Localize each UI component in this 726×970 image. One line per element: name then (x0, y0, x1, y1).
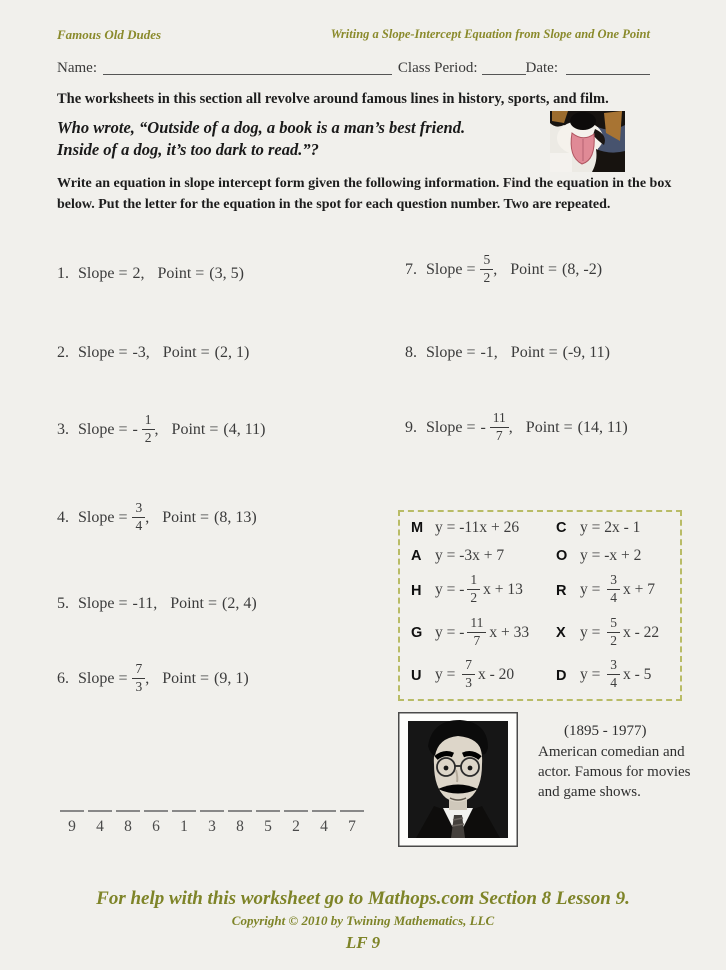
portrait-photo (398, 712, 518, 847)
answer-question-number: 7 (348, 818, 356, 835)
point-value: (8, -2) (562, 261, 603, 279)
slope-value: 2 (132, 265, 141, 282)
answer-question-number: 4 (320, 818, 328, 835)
comma-separator: , (153, 595, 158, 612)
quote-line-1: Who wrote, “Outside of a dog, a book is a man’s best friend. (57, 118, 466, 137)
answer-blank (256, 810, 280, 836)
answer-blank-line (340, 810, 364, 812)
point-label: Point = (162, 344, 210, 361)
slope-label: Slope = (426, 419, 476, 437)
slope-label: Slope = (78, 509, 128, 527)
answer-blank-line (228, 810, 252, 812)
problem-number: 8. (405, 344, 417, 361)
equation-entry (411, 614, 556, 650)
bio-description: American comedian and actor. Famous for movies and game shows. (538, 744, 691, 800)
fraction-denominator: 7 (490, 427, 509, 444)
header-course-title: Famous Old Dudes (57, 27, 162, 42)
problem-number: 2. (57, 344, 69, 361)
comma-separator: , (145, 670, 150, 688)
answer-question-number: 6 (152, 818, 160, 835)
equation-letter: C (556, 520, 567, 536)
problem-item (405, 412, 628, 445)
problem-number: 7. (405, 261, 417, 279)
equation-box-row (411, 547, 680, 565)
problem-item (57, 595, 257, 613)
date-blank-line (566, 59, 650, 75)
intro-text: The worksheets in this section all revolve around famous lines in history, sports, and film. (57, 91, 609, 107)
comma-separator: , (145, 344, 150, 361)
footer-help-text: For help with this worksheet go to Mathops.com Section 8 Lesson 9. (96, 888, 630, 909)
answer-blank (88, 810, 112, 836)
fraction-denominator: 3 (462, 674, 475, 691)
equation-letter: A (411, 547, 422, 564)
fraction-denominator: 2 (480, 269, 493, 286)
fraction-numerator: 7 (465, 657, 472, 673)
answer-blank (228, 810, 252, 836)
fraction-denominator: 2 (467, 589, 480, 606)
fraction (607, 573, 620, 606)
answer-blank-line (284, 810, 308, 812)
equation-letter: G (411, 625, 423, 642)
equation-box-row (411, 519, 680, 537)
equation-entry (556, 614, 660, 650)
equation-letter: X (556, 625, 566, 642)
point-value: (3, 5) (209, 265, 244, 282)
fraction (132, 662, 145, 695)
answer-question-number: 9 (68, 818, 76, 835)
point-label: Point = (510, 344, 558, 361)
comma-separator: , (493, 261, 498, 279)
quote-text (57, 117, 542, 160)
slope-label: Slope = (78, 265, 128, 282)
equation-box-row (411, 574, 680, 607)
fraction-numerator: 11 (492, 410, 506, 425)
equation-letter: U (411, 667, 422, 684)
point-value: (-9, 11) (562, 344, 610, 361)
fraction (142, 413, 155, 446)
answer-blank-line (144, 810, 168, 812)
footer-page-code: LF 9 (345, 933, 381, 952)
answer-blank (200, 810, 224, 836)
comma-separator: , (145, 509, 150, 527)
comma-separator: , (493, 344, 498, 361)
point-label: Point = (510, 261, 558, 279)
answer-blank-line (256, 810, 280, 812)
problem-item (57, 663, 249, 696)
fraction (490, 411, 509, 444)
problem-number: 1. (57, 265, 69, 282)
slope-value (480, 252, 493, 285)
fraction-numerator: 1 (144, 412, 152, 427)
name-blank-line (103, 59, 392, 75)
instructions-text: Write an equation in slope intercept form given the following information. Find the equation in the box below. Put the letter for the equation in the spot for each question number. Two are repeated. (57, 176, 672, 212)
answer-question-number: 1 (180, 818, 188, 835)
header (57, 27, 650, 43)
fraction-denominator: 2 (142, 429, 155, 446)
equation-entry (556, 547, 641, 565)
slope-label: Slope = (78, 421, 128, 439)
fraction-numerator: 5 (610, 614, 617, 630)
equation-entry (411, 659, 556, 692)
equation-text: y = -3x + 7 (435, 546, 505, 564)
fraction-denominator: 4 (132, 517, 145, 534)
answer-question-number: 2 (292, 818, 300, 835)
fraction (607, 658, 620, 691)
equation-text: y = -x + 2 (580, 546, 642, 564)
answer-blank-line (312, 810, 336, 812)
slope-value: -11 (132, 595, 154, 612)
equation-entry (556, 659, 651, 692)
answer-strip (60, 810, 364, 836)
fraction (467, 616, 486, 649)
fraction-numerator: 5 (483, 252, 491, 267)
equation-letter: H (411, 582, 422, 599)
problem-number: 9. (405, 419, 417, 437)
answer-blank-line (116, 810, 140, 812)
slope-value: - $\frac{11}{7}$ (480, 419, 508, 436)
point-value: (8, 13) (214, 509, 257, 527)
bio-years: (1895 - 1977) (564, 723, 647, 739)
problem-item (405, 254, 602, 287)
fraction-denominator: 3 (132, 678, 145, 695)
fraction (462, 658, 475, 691)
equation-entry (411, 519, 556, 537)
point-label: Point = (162, 509, 210, 527)
fraction-numerator: 7 (135, 661, 143, 676)
comma-separator: , (140, 265, 145, 282)
problem-number: 6. (57, 670, 69, 688)
fraction-numerator: 3 (610, 657, 617, 673)
equation-entry (411, 547, 556, 565)
date-label: Date: (525, 60, 558, 76)
problem-number: 5. (57, 595, 69, 612)
equation-letter: O (556, 547, 568, 564)
header-lesson-title: Writing a Slope-Intercept Equation from Slope and One Point (330, 27, 650, 41)
slope-label: Slope = (78, 670, 128, 688)
answer-question-number: 8 (124, 818, 132, 835)
point-value: (2, 1) (214, 344, 250, 361)
quote-line-2: Inside of a dog, it’s too dark to read.”? (57, 139, 319, 159)
equation-entry (411, 574, 556, 607)
equation-letter: D (556, 667, 567, 684)
answer-blank-line (200, 810, 224, 812)
answer-blank-line (172, 810, 196, 812)
answer-question-number: 3 (208, 818, 216, 835)
answer-blank (116, 810, 140, 836)
answer-blank-line (88, 810, 112, 812)
equation-letter-box (398, 510, 682, 701)
problem-item (57, 414, 265, 447)
point-label: Point = (157, 265, 205, 282)
name-line (57, 59, 650, 77)
dog-photo (550, 111, 625, 172)
point-label: Point = (525, 419, 573, 437)
fraction (607, 616, 620, 649)
fraction-numerator: 3 (610, 572, 617, 588)
slope-value: -1 (480, 344, 494, 361)
equation-text: y = $\frac{3}{4}$ x - 5 (580, 657, 652, 691)
name-label: Name: (57, 60, 97, 76)
equation-text: y = $\frac{3}{4}$ x + 7 (580, 572, 655, 606)
class-period-blank-line (482, 59, 526, 75)
class-period-label: Class Period: (397, 60, 478, 76)
slope-value: - $\frac{1}{2}$ (132, 421, 154, 438)
slope-label: Slope = (78, 344, 128, 361)
point-value: (9, 1) (214, 670, 249, 688)
answer-blank (172, 810, 196, 836)
equation-text: y = 2x - 1 (580, 519, 641, 536)
fraction (467, 573, 480, 606)
comma-separator: , (154, 421, 159, 439)
fraction-numerator: 11 (470, 614, 484, 630)
problem-number: 4. (57, 509, 69, 527)
point-value: (14, 11) (577, 419, 628, 437)
equation-letter: R (556, 582, 567, 599)
slope-label: Slope = (426, 261, 476, 279)
answer-blank (284, 810, 308, 836)
answer-blank-line (60, 810, 84, 812)
answer-blank (60, 810, 84, 836)
problem-number: 3. (57, 421, 69, 439)
equation-text: y = - $\frac{1}{2}$ x + 13 (435, 572, 523, 606)
equation-entry (556, 574, 655, 607)
fraction-numerator: 3 (135, 500, 143, 515)
slope-label: Slope = (426, 344, 476, 361)
equation-letter: M (411, 520, 424, 536)
fraction-denominator: 2 (607, 632, 620, 649)
fraction-denominator: 7 (467, 632, 486, 649)
answer-blank (312, 810, 336, 836)
equation-entry (556, 519, 640, 537)
equation-text: y = -11x + 26 (435, 519, 520, 536)
fraction (480, 253, 493, 286)
point-label: Point = (170, 595, 218, 612)
equation-text: y = $\frac{7}{3}$ x - 20 (435, 657, 515, 691)
answer-question-number: 4 (96, 818, 104, 835)
fraction-numerator: 1 (470, 572, 478, 588)
point-value: (4, 11) (223, 421, 266, 439)
equation-text: y = - $\frac{11}{7}$ x + 33 (435, 614, 530, 648)
slope-value (132, 661, 145, 694)
slope-value: -3 (132, 344, 146, 361)
bio-text (538, 721, 710, 802)
fraction-denominator: 4 (607, 589, 620, 606)
fraction-denominator: 4 (607, 674, 620, 691)
problem-item (405, 344, 610, 362)
equation-box-row (411, 614, 680, 650)
fraction (132, 501, 145, 534)
slope-value (132, 500, 145, 533)
point-label: Point = (171, 421, 219, 439)
problem-item (57, 265, 244, 283)
comma-separator: , (508, 419, 513, 437)
dog-nose (570, 112, 596, 130)
point-value: (2, 4) (222, 595, 257, 612)
answer-blank (144, 810, 168, 836)
answer-question-number: 5 (264, 818, 272, 835)
point-label: Point = (162, 670, 210, 688)
problem-item (57, 344, 249, 362)
answer-blank (340, 810, 364, 836)
footer-copyright: Copyright © 2010 by Twining Mathematics, LLC (231, 913, 495, 928)
problem-item (57, 502, 257, 535)
slope-label: Slope = (78, 595, 128, 612)
answer-question-number: 8 (236, 818, 244, 835)
equation-box-row (411, 659, 680, 692)
equation-text: y = $\frac{5}{2}$ x - 22 (580, 614, 660, 648)
